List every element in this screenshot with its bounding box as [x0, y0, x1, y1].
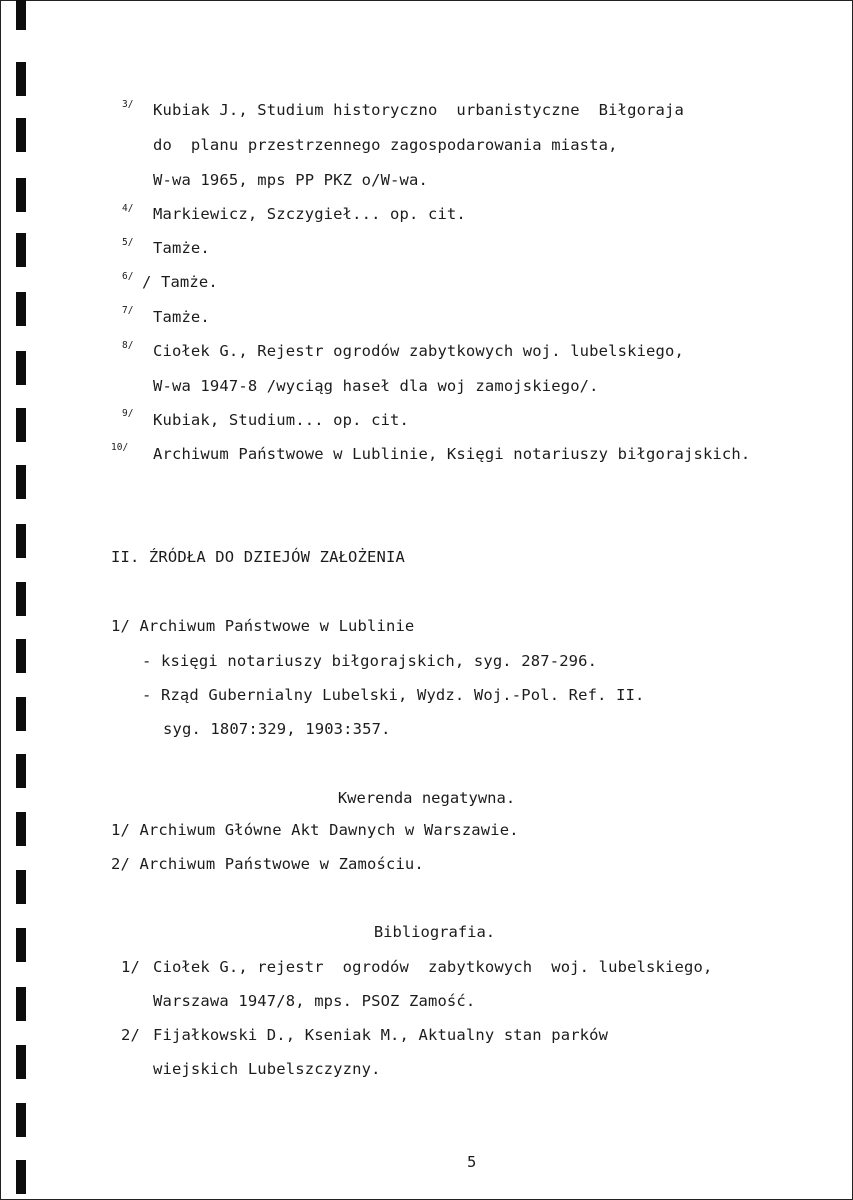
footnote-text: Markiewicz, Szczygieł... op. cit. [153, 205, 466, 223]
binder-hole-mark [16, 1103, 26, 1137]
binder-hole-mark [16, 62, 26, 96]
binder-hole-mark [16, 118, 26, 152]
negative-query-item: 2/ Archiwum Państwowe w Zamościu. [111, 855, 424, 873]
archive-item: - Rząd Gubernialny Lubelski, Wydz. Woj.-Pol. Ref. II. [142, 686, 645, 704]
binder-hole-mark [16, 178, 26, 212]
footnote-number: 8/ [122, 340, 134, 351]
footnote-number: 4/ [122, 203, 134, 214]
footnote-text: Ciołek G., Rejestr ogrodów zabytkowych woj. lubelskiego, [153, 342, 684, 360]
binder-hole-mark [16, 582, 26, 616]
footnote-text: / Tamże. [142, 273, 218, 291]
page-number: 5 [467, 1153, 477, 1171]
footnote-text: Archiwum Państwowe w Lublinie, Księgi notariuszy biłgorajskich. [153, 445, 751, 463]
binder-hole-mark [16, 812, 26, 846]
binder-hole-mark [16, 233, 26, 267]
binder-hole-mark [16, 697, 26, 731]
footnote-number: 9/ [122, 408, 134, 419]
footnote-text: Kubiak J., Studium historyczno urbanistyczne Biłgoraja [153, 101, 684, 119]
footnote-number: 5/ [122, 237, 134, 248]
negative-query-title: Kwerenda negatywna. [337, 789, 516, 807]
negative-query-item: 1/ Archiwum Główne Akt Dawnych w Warszawie. [111, 821, 519, 839]
archive-item: syg. 1807:329, 1903:357. [163, 720, 391, 738]
archive-title: 1/ Archiwum Państwowe w Lublinie [111, 617, 415, 635]
binder-hole-mark [16, 639, 26, 673]
section-heading: II. ŹRÓDŁA DO DZIEJÓW ZAŁOŻENIA [111, 548, 405, 566]
binder-hole-mark [16, 408, 26, 442]
binder-hole-mark [16, 754, 26, 788]
archive-item: - księgi notariuszy biłgorajskich, syg. 287-296. [142, 652, 598, 670]
footnote-number: 3/ [122, 99, 134, 110]
binder-hole-mark [16, 987, 26, 1021]
bibliography-title: Bibliografia. [373, 923, 496, 941]
footnote-text: Tamże. [153, 308, 210, 326]
binder-hole-mark [16, 870, 26, 904]
footnote-text: Kubiak, Studium... op. cit. [153, 411, 410, 429]
footnote-number: 10/ [111, 442, 129, 453]
binder-hole-mark [16, 1160, 26, 1194]
bibliography-number: 2/ [121, 1026, 140, 1044]
footnote-text: W-wa 1947-8 /wyciąg haseł dla woj zamojskiego/. [153, 377, 599, 395]
bibliography-entry: Fijałkowski D., Kseniak M., Aktualny stan parków [153, 1026, 609, 1044]
footnote-text: Tamże. [153, 239, 210, 257]
binder-hole-mark [16, 351, 26, 385]
footnote-number: 6/ [122, 271, 134, 282]
binder-hole-mark [16, 524, 26, 558]
binder-hole-mark [16, 0, 26, 30]
bibliography-entry: wiejskich Lubelszczyzny. [153, 1060, 381, 1078]
bibliography-entry: Warszawa 1947/8, mps. PSOZ Zamość. [153, 992, 476, 1010]
binder-hole-mark [16, 292, 26, 326]
footnote-number: 7/ [122, 305, 134, 316]
binder-hole-mark [16, 465, 26, 499]
footnote-text: W-wa 1965, mps PP PKZ o/W-wa. [153, 171, 428, 189]
binder-hole-mark [16, 1045, 26, 1079]
footnote-text: do planu przestrzennego zagospodarowania miasta, [153, 136, 618, 154]
bibliography-entry: Ciołek G., rejestr ogrodów zabytkowych woj. lubelskiego, [153, 958, 713, 976]
bibliography-number: 1/ [121, 958, 140, 976]
